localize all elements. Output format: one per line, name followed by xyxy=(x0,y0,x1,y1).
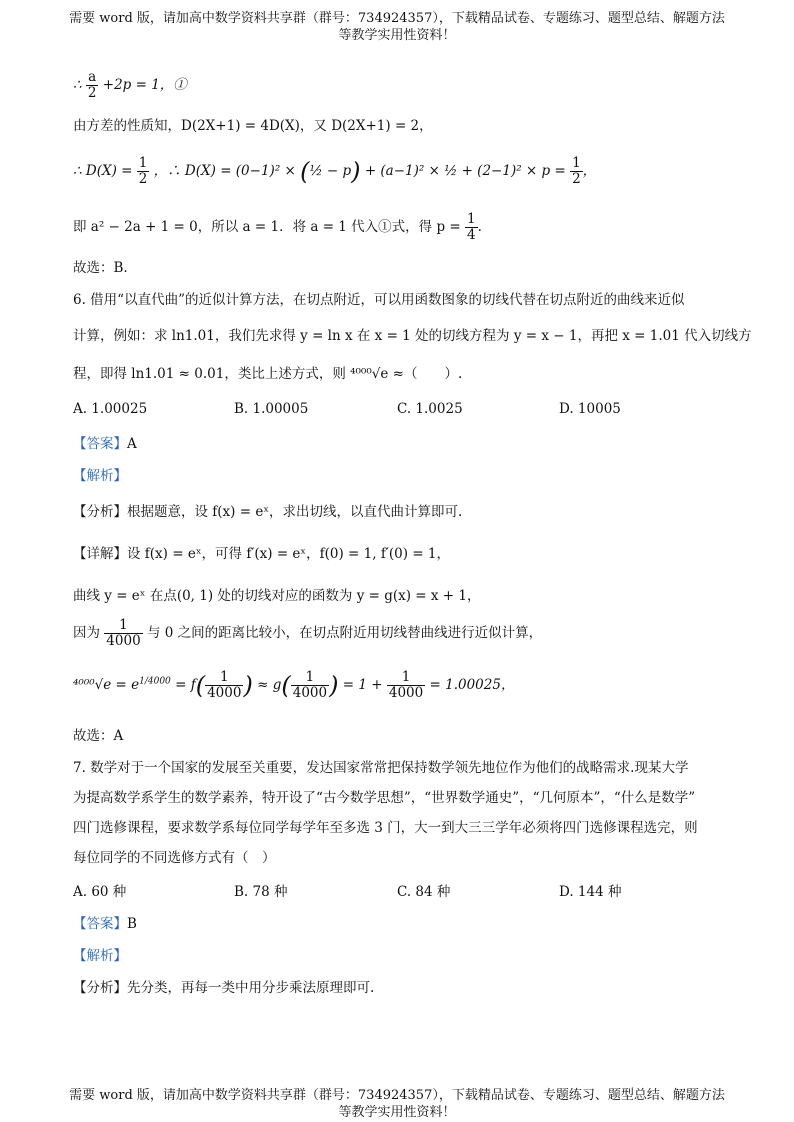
q6-option-a: A. 1.00025 xyxy=(73,401,148,417)
q5-result-text: 即 a² − 2a + 1 = 0，所以 a = 1．将 a = 1 代入①式，得 p = $\frac{1}{4}$ . xyxy=(73,211,482,243)
q6-reason: 因为 $\frac{1}{4000}$ 与 0 之间的距离比较小，在切点附近用切线替曲线进行近似计算， xyxy=(73,617,543,649)
q6-option-c: C. 1.0025 xyxy=(397,401,463,417)
q6-xiangjie: 【详解】设 f(x) = eˣ，可得 f′(x) = eˣ，f(0) = 1, f′(0) = 1， xyxy=(73,546,450,562)
fraction-1-over-2-result: $\frac{1}{2}$ xyxy=(572,155,581,187)
header-line-2: 等教学实用性资料！ xyxy=(338,28,456,43)
fraction-1-over-4: $\frac{1}{4}$ xyxy=(467,211,476,243)
q7-option-d: D. 144 种 xyxy=(559,884,622,900)
q6-conclusion: 故选：A xyxy=(73,728,124,744)
answer-tag: 【答案】 xyxy=(73,436,127,452)
answer-tag: 【答案】 xyxy=(73,916,127,932)
q7-stem-line-2: 为提高数学系学生的数学素养，特开设了“古今数学思想”，“世界数学通史”，“几何原本”，“什么是数学” xyxy=(73,790,696,806)
fraction-1-over-4000: $\frac{1}{4000}$ xyxy=(106,617,141,649)
q7-option-b: B. 78 种 xyxy=(234,884,288,900)
q7-option-a: A. 60 种 xyxy=(73,884,127,900)
q6-calculation: $^{4000}√e = e^{1/4000} = f$( $\frac{1}{4000}$ ) ≈ g( $\frac{1}{4000}$ ) = 1 + $\frac{1}{4000}$ = 1.00025， xyxy=(73,669,515,701)
footer-line-2: 等教学实用性资料！ xyxy=(338,1105,456,1120)
q6-stem-line-3: 程，即得 ln1.01 ≈ 0.01，类比上述方式，则 ⁴⁰⁰⁰√e ≈（ ）. xyxy=(73,366,463,382)
q6-answer: 【答案】A xyxy=(73,436,137,452)
q5-equation-1 xyxy=(73,70,187,101)
q6-analysis-tag: 【解析】 xyxy=(73,468,127,484)
q5-eq1-tail: +2p = 1，① xyxy=(102,77,187,93)
fraction-a-over-2: $\frac{a}{2}$ xyxy=(87,69,97,101)
q7-stem-line-4: 每位同学的不同选修方式有（ ） xyxy=(73,850,276,866)
q7-answer: 【答案】B xyxy=(73,916,137,932)
q6-stem-line-1: 6. 借用“以直代曲”的近似计算方法，在切点附近，可以用函数图象的切线代替在切点附近的曲线来近似 xyxy=(73,292,685,308)
q7-analysis-tag: 【解析】 xyxy=(73,948,127,964)
q7-option-c: C. 84 种 xyxy=(397,884,451,900)
q6-stem-line-2: 计算，例如：求 ln1.01，我们先求得 y = ln x 在 x = 1 处的切线方程为 y = x − 1，再把 x = 1.01 代入切线方 xyxy=(73,328,752,344)
q5-equation-3: ∴ D(X) = $\frac{1}{2}$ ，∴ D(X) = (0−1)² × (½ − p) + (a−1)² × ½ + (2−1)² × p = $\frac{1}{2}$ ， xyxy=(73,155,597,187)
q6-tangent-text: 曲线 y = eˣ 在点(0, 1) 处的切线对应的函数为 y = g(x) = x + 1， xyxy=(73,588,481,604)
q5-variance-text: 由方差的性质知，D(2X+1) = 4D(X)，又 D(2X+1) = 2， xyxy=(73,118,433,134)
header-line-1: 需要 word 版，请加高中数学资料共享群（群号：734924357），下载精品试卷、专题练习、题型总结、解题方法 xyxy=(69,11,725,26)
q7-fenxi: 【分析】先分类，再每一类中用分步乘法原理即可. xyxy=(73,980,375,996)
fraction-1-over-2: $\frac{1}{2}$ xyxy=(138,155,148,187)
q6-option-d: D. 10005 xyxy=(559,401,621,417)
q7-stem-line-1: 7. 数学对于一个国家的发展至关重要，发达国家常常把保持数学领先地位作为他们的战略需求.现某大学 xyxy=(73,760,689,776)
q6-fenxi: 【分析】根据题意，设 f(x) = eˣ，求出切线，以直代曲计算即可. xyxy=(73,504,463,520)
q5-conclusion: 故选：B. xyxy=(73,260,128,276)
q6-option-b: B. 1.00005 xyxy=(234,401,309,417)
q7-stem-line-3: 四门选修课程，要求数学系每位同学每学年至多选 3 门，大一到大三三学年必须将四门选修课程选完，则 xyxy=(73,820,698,836)
therefore-symbol: ∴ xyxy=(73,77,82,93)
footer-line-1: 需要 word 版，请加高中数学资料共享群（群号：734924357），下载精品试卷、专题练习、题型总结、解题方法 xyxy=(69,1088,725,1103)
